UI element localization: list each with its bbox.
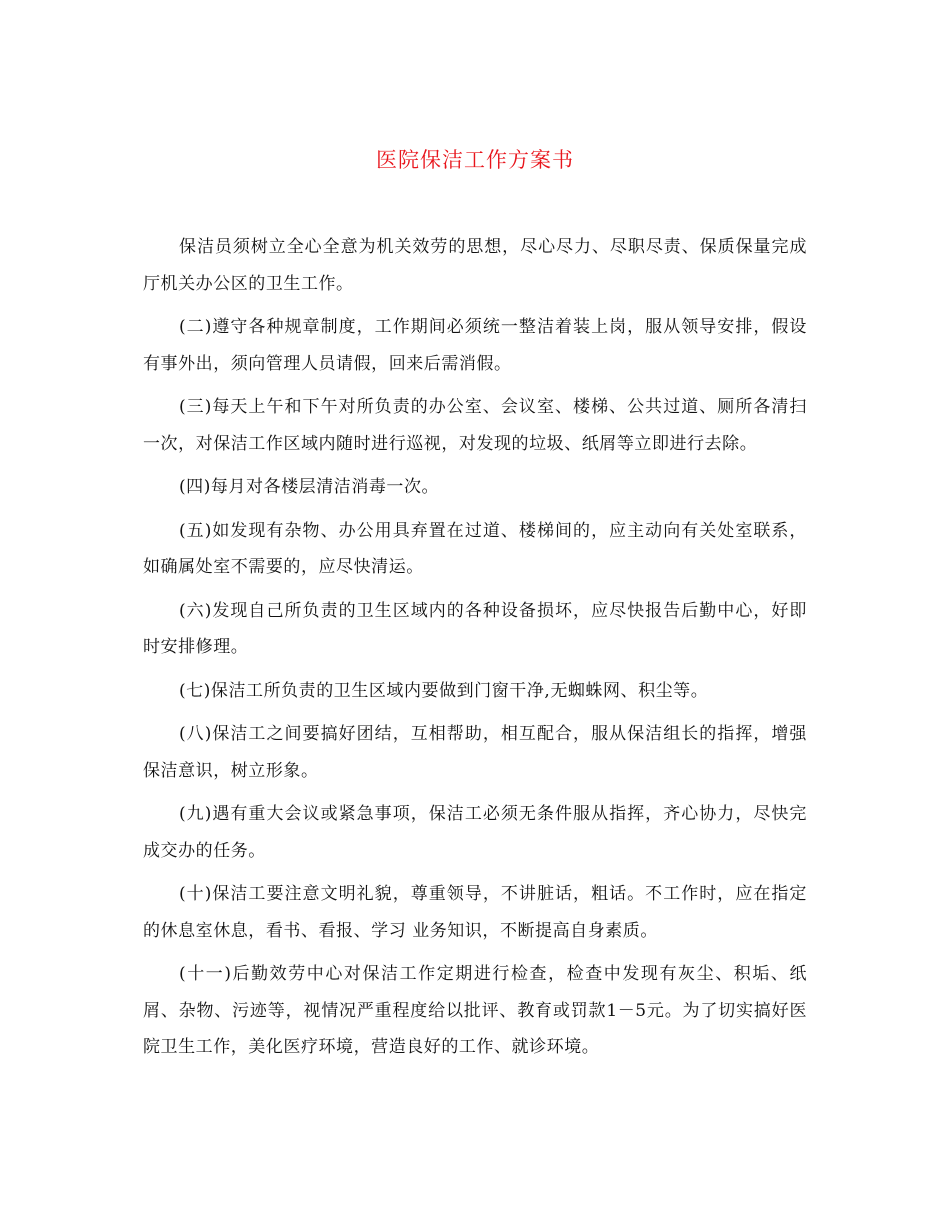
paragraph-5: (五)如发现有杂物、办公用具弃置在过道、楼梯间的，应主动向有关处室联系，如确属处室不需要的，应尽快清运。 xyxy=(143,520,807,577)
paragraph-3: (三)每天上午和下午对所负责的办公室、会议室、楼梯、公共过道、厕所各清扫一次，对保洁工作区域内随时进行巡视，对发现的垃圾、纸屑等立即进行去除。 xyxy=(143,397,807,454)
paragraph-7: (七)保洁工所负责的卫生区域内要做到门窗干净,无蜘蛛网、积尘等。 xyxy=(179,680,709,701)
paragraph-10: (十)保洁工要注意文明礼貌，尊重领导，不讲脏话，粗话。不工作时，应在指定的休息室休息，看书、看报、学习 业务知识，不断提高自身素质。 xyxy=(143,884,807,941)
document-title: 医院保洁工作方案书 xyxy=(376,148,574,172)
paragraph-8: (八)保洁工之间要搞好团结，互相帮助，相互配合，服从保洁组长的指挥，增强保洁意识，树立形象。 xyxy=(143,724,807,781)
paragraph-1: 保洁员须树立全心全意为机关效劳的思想，尽心尽力、尽职尽责、保质保量完成厅机关办公区的卫生工作。 xyxy=(143,237,807,294)
paragraph-4: (四)每月对各楼层清洁消毒一次。 xyxy=(179,477,440,497)
paragraph-6: (六)发现自己所负责的卫生区域内的各种设备损坏，应尽快报告后勤中心，好即时安排修理。 xyxy=(143,600,807,657)
paragraph-11: (十一)后勤效劳中心对保洁工作定期进行检查，检查中发现有灰尘、积垢、纸屑、杂物、污迹等，视情况严重程度给以批评、教育或罚款1－5元。为了切实搞好医院卫生工作，美化医疗环境，营造良好的工作、就诊环境。 xyxy=(143,964,807,1057)
paragraph-9: (九)遇有重大会议或紧急事项，保洁工必须无条件服从指挥，齐心协力，尽快完成交办的任务。 xyxy=(143,804,807,861)
document-body xyxy=(143,229,807,1073)
paragraph-2: (二)遵守各种规章制度，工作期间必须统一整洁着装上岗，服从领导安排，假设有事外出，须向管理人员请假，回来后需消假。 xyxy=(143,317,807,374)
